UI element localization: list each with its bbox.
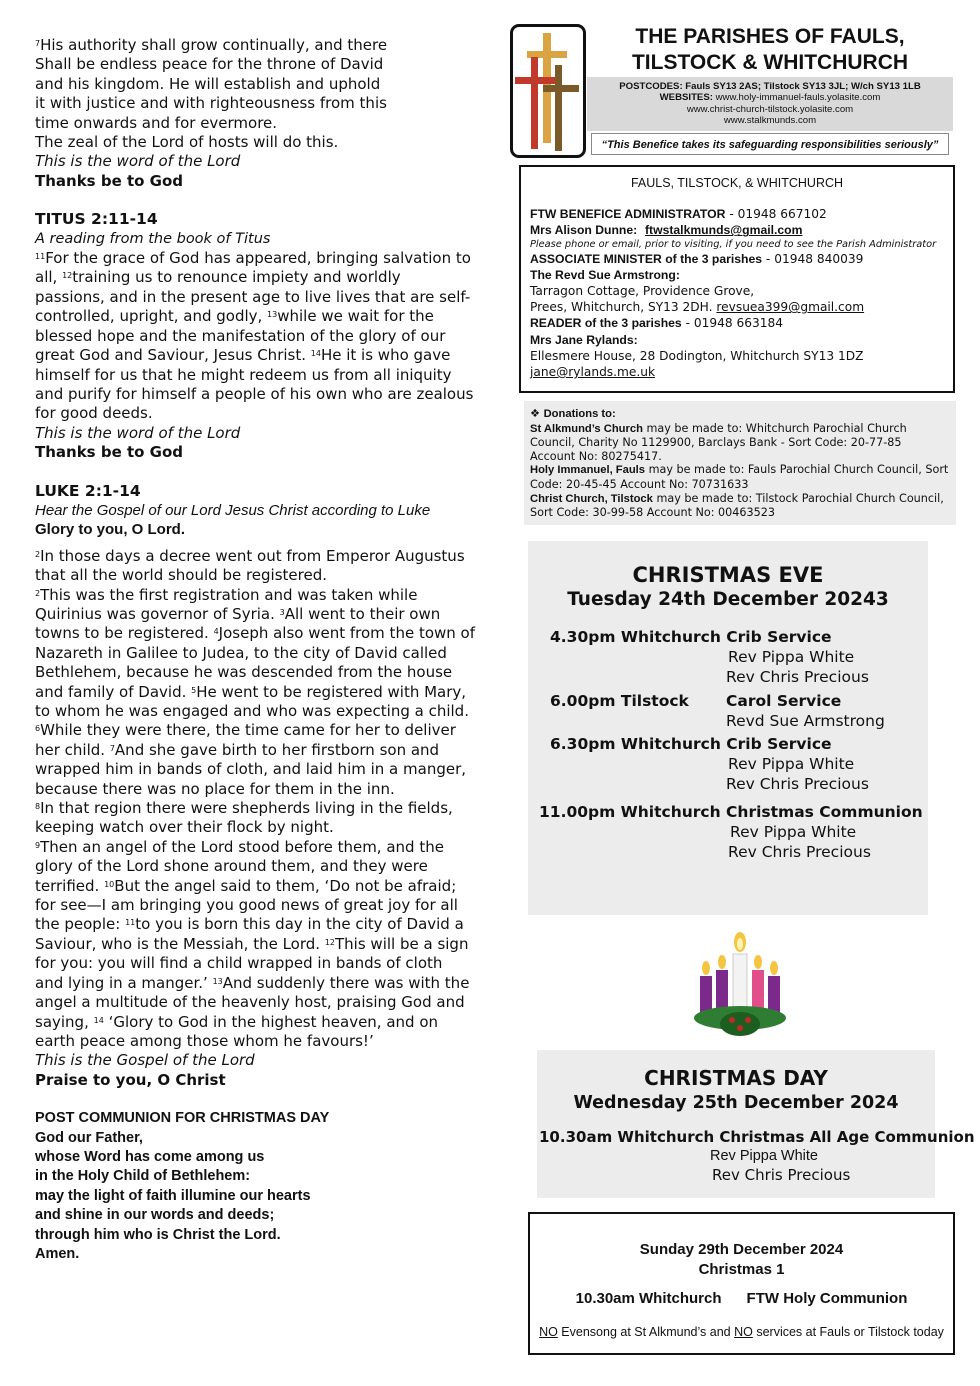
donations-label: Donations to:: [543, 408, 616, 420]
phone: - 01948 840039: [762, 251, 864, 266]
christmas-eve-title: CHRISTMAS EVE: [632, 563, 824, 587]
church-name: Holy Immanuel, Fauls: [530, 464, 646, 477]
reading-line: it with justice and with righteousness from this: [35, 94, 387, 113]
verse-text: training us to renounce impiety and worldly passions, and in the present age to live lives that are self-controlled, upright, and godly,: [35, 268, 471, 326]
luke-heading: LUKE 2:1-14: [35, 481, 141, 500]
parishes-title: [590, 24, 950, 76]
verse-number: 11: [125, 918, 136, 928]
titus-reading: [35, 249, 475, 424]
reading-line: and his kingdom. He will establish and uphold: [35, 74, 381, 93]
verse-number: 14: [310, 349, 321, 359]
minister-name: Rev Chris Precious: [728, 843, 871, 861]
email-link[interactable]: revsuea399@gmail.com: [716, 300, 865, 315]
readings-column: [35, 36, 475, 1264]
verse-text: ‘Glory to God in the highest heaven, and on earth peace among those whom he favours!’: [35, 1012, 439, 1050]
sunday-service: [530, 1289, 953, 1309]
service-time: 11.00pm Whitchurch Christmas Communion: [539, 803, 923, 821]
assoc-line: [530, 251, 944, 267]
verse-text: For the grace of God has appeared, bringing salvation to all,: [35, 249, 471, 287]
donations-heading: [530, 407, 950, 422]
donation-details: may be made to: Whitchurch Parochial Church Council, Charity No 1129900, Barclays Bank - Sort Code: 20-77-85 Account No: 80275417.: [530, 421, 907, 463]
email-link[interactable]: jane@rylands.me.uk: [530, 365, 656, 380]
verse-text: to you is born this day in the city of David a Saviour, who is the Messiah, the Lord.: [35, 915, 464, 953]
verse-number: 5: [191, 685, 197, 695]
emphasis: NO: [539, 1325, 558, 1339]
reading-line: Shall be endless peace for the throne of David: [35, 55, 384, 74]
reading-response: This is the Gospel of the Lord: [35, 1051, 255, 1070]
address-line: Ellesmere House, 28 Dodington, Whitchurch SY13 1DZ: [530, 348, 864, 363]
minister-name: Revd Sue Armstrong: [726, 712, 885, 730]
minister-name: Rev Pippa White: [710, 1148, 818, 1164]
role-label: FTW BENEFICE ADMINISTRATOR: [530, 207, 726, 222]
safeguarding-statement: “This Benefice takes its safeguarding responsibilities seriously”: [591, 133, 949, 155]
website-link[interactable]: www.christ-church-tilstock.yolasite.com: [686, 103, 854, 115]
verse-text: And she gave birth to her firstborn son and wrapped him in bands of cloth, and laid him in a manger, because there was no place for them in the inn.: [35, 740, 467, 798]
post-communion-line: through him who is Christ the Lord.: [35, 1226, 281, 1243]
reading-response: This is the word of the Lord: [35, 152, 241, 171]
phone: - 01948 667102: [725, 207, 827, 222]
church-name: Christ Church, Tilstock: [530, 492, 653, 505]
postcodes: POSTCODES: Fauls SY13 2AS; Tilstock SY13 3JL; W/ch SY13 1LB: [619, 81, 921, 92]
title-line: THE PARISHES OF FAULS,: [635, 25, 905, 48]
post-communion-line: Amen.: [35, 1245, 80, 1262]
verse-text: This was the first registration and was taken while Quirinius was governor of Syria.: [35, 585, 418, 623]
minister-name: Rev Chris Precious: [712, 1166, 851, 1184]
verse-text: He went to be registered with Mary, to whom he was engaged and who was expecting a child.: [35, 682, 469, 720]
titus-heading: TITUS 2:11-14: [35, 210, 158, 229]
emphasis: NO: [734, 1325, 753, 1339]
phone: - 01948 663184: [681, 316, 784, 331]
title-line: TILSTOCK & WHITCHURCH: [631, 51, 909, 74]
verse-number: 12: [62, 271, 73, 281]
website-link[interactable]: www.stalkmunds.com: [723, 115, 817, 127]
service-time: 10.30am Whitchurch: [575, 1290, 722, 1307]
role-label: READER of the 3 parishes: [530, 316, 682, 331]
verse-number: 13: [212, 976, 223, 986]
verse-number: 13: [267, 310, 278, 320]
person-name: Mrs Alison Dunne:: [530, 223, 638, 238]
verse-text: Then an angel of the Lord stood before them, and the glory of the Lord shone around them, and they were terrified.: [35, 837, 444, 895]
address-text: Prees, Whitchurch, SY13 2DH.: [530, 300, 717, 315]
verse-text: While they were there, the time came for her to deliver her child.: [35, 721, 456, 759]
christmas-day-date: Wednesday 25th December 2024: [573, 1093, 899, 1113]
verse-text: And suddenly there was with the angel a multitude of the heavenly host, praising God and saying,: [35, 973, 470, 1031]
sunday-service-box: [528, 1212, 955, 1355]
sunday-date: Sunday 29th December 2024: [639, 1241, 844, 1258]
verse-number: 7: [109, 743, 115, 753]
role-label: ASSOCIATE MINISTER of the 3 parishes: [530, 251, 763, 266]
luke-reading: [35, 547, 475, 1052]
donation-details: may be made to: Tilstock Parochial Church Council, Sort Code: 30-99-58 Account No: 00463523: [530, 491, 944, 520]
congregation-response: Thanks be to God: [35, 171, 184, 190]
verse-text: He it is who gave himself for us that he might redeem us from all iniquity and purify for himself a people of his own who are zealous for good deeds.: [35, 346, 474, 423]
verse-text: In those days a decree went out from Emperor Augustus that all the world should be registered.: [35, 546, 465, 585]
postcodes-websites-box: [587, 77, 953, 131]
titus-intro: A reading from the book of Titus: [35, 230, 271, 247]
service-time: 6.30pm Whitchurch Crib Service: [550, 735, 832, 753]
verse-number: 2: [35, 588, 41, 598]
christmas-day-panel: [537, 1050, 975, 1198]
verse-text: But the angel said to them, ‘Do not be afraid; for see—I am bringing you good news of great joy for all the people:: [35, 876, 458, 934]
congregation-response: Thanks be to God: [35, 443, 184, 462]
donation-item: [530, 463, 950, 491]
minister-name: Rev Pippa White: [728, 755, 855, 773]
post-communion-line: may the light of faith illumine our hearts: [35, 1187, 311, 1204]
sunday-name: Christmas 1: [698, 1261, 785, 1278]
diamond-bullet-icon: ❖: [530, 407, 541, 420]
verse-number: 11: [35, 252, 46, 262]
note-text: services at Fauls or Tilstock today: [752, 1325, 944, 1339]
service-name: Carol Service: [726, 692, 842, 710]
website-link[interactable]: www.holy-immanuel-fauls.yolasite.com: [715, 92, 881, 104]
donation-item: [530, 422, 950, 464]
person-name: The Revd Sue Armstrong:: [530, 267, 680, 282]
contacts-box: [519, 165, 955, 393]
contacts-title: FAULS, TILSTOCK, & WHITCHURCH: [630, 176, 844, 190]
note-text: Evensong at St Alkmund’s and: [557, 1325, 735, 1339]
glory-response: Glory to you, O Lord.: [35, 521, 185, 539]
service-time: 6.00pm Tilstock: [550, 692, 689, 710]
christmas-eve-panel: [528, 541, 928, 915]
advent-candles-icon: [692, 928, 788, 1038]
admin-note: Please phone or email, prior to visiting, if you need to see the Parish Administrator: [530, 238, 937, 250]
luke-intro: Hear the Gospel of our Lord Jesus Christ according to Luke: [35, 501, 431, 519]
address-line: Tarragon Cottage, Providence Grove,: [530, 284, 755, 299]
verse-text: This will be a sign for you: you will find a child wrapped in bands of cloth and lying in a manger.’: [35, 934, 469, 992]
reading-line: time onwards and for evermore.: [35, 113, 278, 132]
verse-number: 2: [35, 549, 41, 559]
reading-response: This is the word of the Lord: [35, 423, 241, 442]
minister-name: Rev Pippa White: [730, 823, 857, 841]
admin-name-line: [530, 222, 944, 238]
church-name: St Alkmund’s Church: [530, 422, 643, 435]
service-time: 4.30pm Whitchurch Crib Service: [550, 628, 832, 646]
websites: [587, 92, 953, 103]
post-communion-line: in the Holy Child of Bethlehem:: [35, 1168, 251, 1185]
service-time: 10.30am Whitchurch Christmas All Age Communion: [539, 1128, 975, 1146]
person-name: Mrs Jane Rylands:: [530, 332, 638, 347]
verse-text: All went to their own towns to be registered.: [35, 604, 441, 643]
verse-number: 4: [213, 627, 219, 637]
post-communion-heading: POST COMMUNION FOR CHRISTMAS DAY: [35, 1110, 330, 1127]
donation-details: may be made to: Fauls Parochial Church Council, Sort Code: 20-45-45 Account No: 70731633: [530, 463, 949, 491]
donations-box: [524, 401, 956, 525]
post-communion-line: and shine in our words and deeds;: [35, 1207, 275, 1224]
post-communion-line: God our Father,: [35, 1129, 143, 1146]
sunday-note: [530, 1324, 953, 1340]
address-line: [530, 299, 944, 315]
verse-text: In that region there were shepherds living in the fields, keeping watch over their flock by night.: [35, 799, 453, 837]
crosses-icon: [513, 27, 583, 155]
verse-number: 10: [104, 879, 115, 889]
verse-number: 14: [93, 1015, 104, 1025]
minister-name: Rev Chris Precious: [726, 775, 869, 793]
service-name: FTW Holy Communion: [746, 1290, 908, 1307]
minister-name: Rev Chris Precious: [726, 668, 869, 686]
verse-text: while we wait for the blessed hope and the manifestation of the glory of our great God and Saviour, Jesus Christ.: [35, 307, 446, 365]
verse-number: 7: [35, 39, 41, 48]
minister-name: Rev Pippa White: [728, 648, 855, 666]
admin-line: [530, 206, 944, 222]
verse-text: Joseph also went from the town of Nazareth in Galilee to Judea, to the city of David called Bethlehem, because he was descended from the house and family of David.: [35, 624, 476, 701]
verse-number: 12: [324, 937, 336, 947]
reader-line: [530, 315, 944, 331]
crosses-logo: [510, 24, 586, 158]
verse-number: 9: [35, 840, 41, 850]
verse-number: 8: [35, 802, 41, 812]
christmas-eve-date: Tuesday 24th December 20243: [567, 589, 889, 610]
isaiah-reading: [35, 36, 475, 152]
reading-line: His authority shall grow continually, and there: [40, 36, 388, 54]
christmas-day-title: CHRISTMAS DAY: [644, 1066, 828, 1090]
donation-item: [530, 492, 950, 520]
websites-label: WEBSITES:: [659, 92, 713, 104]
congregation-response: Praise to you, O Christ: [35, 1070, 226, 1089]
advent-wreath-image: [692, 928, 788, 1038]
email-link[interactable]: ftwstalkmunds@gmail.com: [644, 223, 803, 238]
verse-number: 6: [35, 724, 41, 734]
reading-line: The zeal of the Lord of hosts will do this.: [35, 133, 339, 152]
post-communion-line: whose Word has come among us: [35, 1148, 265, 1165]
verse-number: 3: [279, 607, 285, 617]
